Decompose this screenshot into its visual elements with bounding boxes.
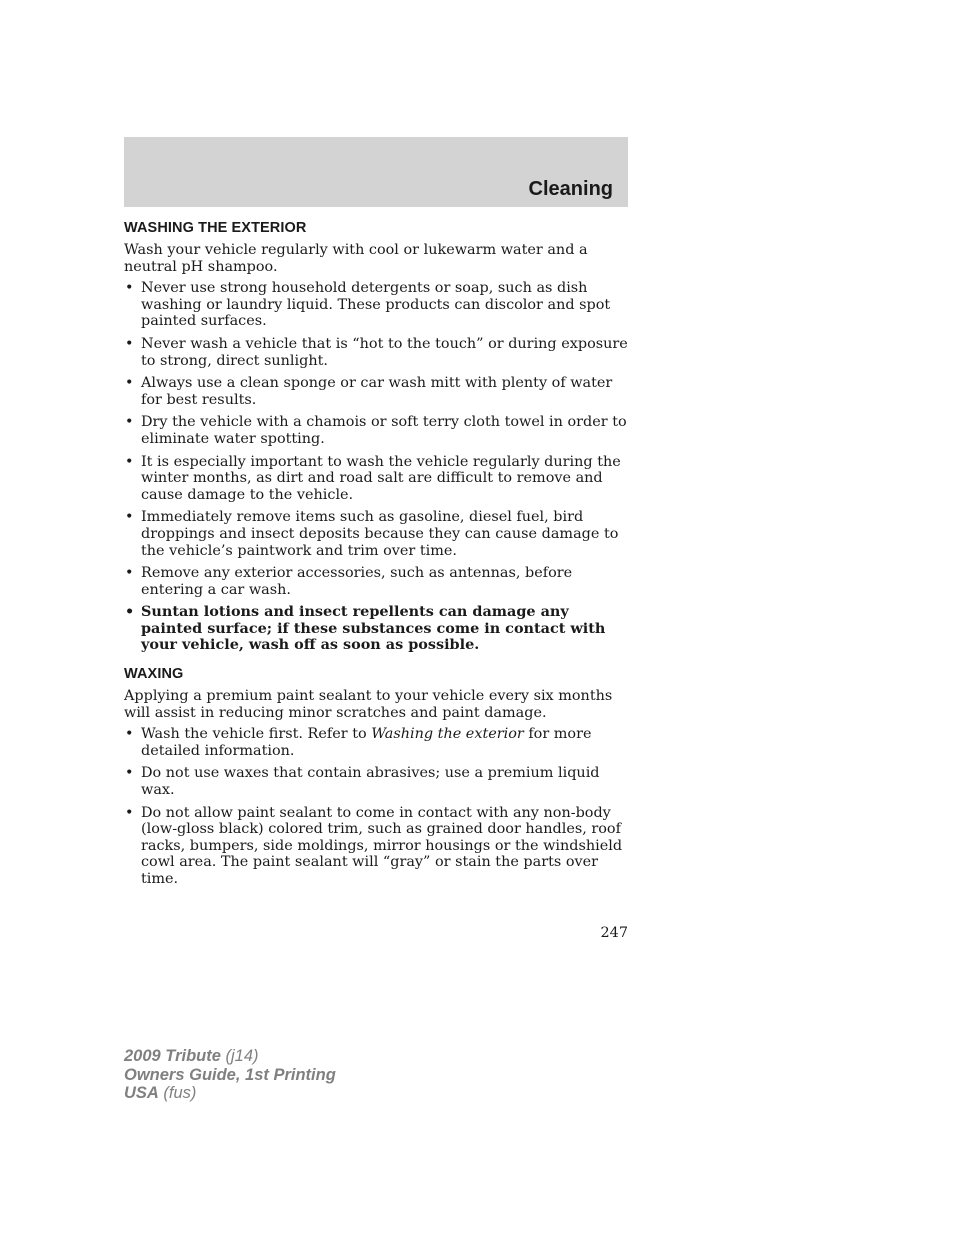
bullet-icon: • xyxy=(125,280,134,297)
bullet-icon: • xyxy=(125,765,134,782)
bullet-icon: • xyxy=(125,335,134,352)
section-title: Cleaning xyxy=(528,178,613,200)
washing-intro: Wash your vehicle regularly with cool or lukewarm water and a neutral pH shampoo. xyxy=(124,242,588,275)
list-item-text: It is especially important to wash the vehicle regularly during the winter months, as dirt and road salt are difficult to remove and cause damage to the vehicle. xyxy=(141,453,621,503)
waxing-bullet-list xyxy=(124,726,628,887)
footer-model: 2009 Tribute xyxy=(124,1047,221,1065)
list-item-text: Dry the vehicle with a chamois or soft terry cloth towel in order to eliminate water spotting. xyxy=(141,414,627,447)
list-item xyxy=(124,375,628,408)
bullet-icon: • xyxy=(125,414,134,431)
waxing-heading: WAXING xyxy=(124,666,184,683)
list-item-text: Always use a clean sponge or car wash mitt with plenty of water for best results. xyxy=(141,375,613,408)
bullet-icon: • xyxy=(125,726,134,743)
list-item-text: Never use strong household detergents or soap, such as dish washing or laundry liquid. These products can discolor and spot painted surfaces. xyxy=(141,280,611,330)
section-header-band xyxy=(124,137,628,207)
waxing-intro: Applying a premium paint sealant to your vehicle every six months will assist in reducing minor scratches and paint damage. xyxy=(124,688,613,721)
list-item-text-after: for more detailed information. xyxy=(141,726,592,759)
list-item-text: Remove any exterior accessories, such as antennas, before entering a car wash. xyxy=(141,565,573,598)
footer-market: USA xyxy=(124,1084,159,1102)
washing-bullet-list xyxy=(124,280,628,654)
document-footer xyxy=(124,1047,336,1103)
footer-edition: Owners Guide, 1st Printing xyxy=(124,1065,336,1084)
page-content xyxy=(124,220,628,894)
footer-line-edition xyxy=(124,1066,336,1085)
list-item-text: Immediately remove items such as gasoline, diesel fuel, bird droppings and insect deposits because they can cause damage to the vehicle’s paintwork and trim over time. xyxy=(141,509,619,559)
footer-line-model xyxy=(124,1047,336,1066)
list-item xyxy=(124,280,628,330)
list-item xyxy=(124,509,628,559)
bullet-icon: • xyxy=(125,603,135,621)
footer-market-code: (fus) xyxy=(158,1084,197,1102)
list-item xyxy=(124,765,628,798)
list-item xyxy=(124,454,628,504)
bullet-icon: • xyxy=(125,509,134,526)
list-item xyxy=(124,726,628,759)
warning-text: Suntan lotions and insect repellents can damage any painted surface; if these substances come in contact with your vehicle, wash off as soon as possible. xyxy=(141,603,606,654)
cross-reference-text: Washing the exterior xyxy=(371,726,524,743)
list-item-text-before: Wash the vehicle first. Refer to xyxy=(141,726,372,743)
list-item-text: Never wash a vehicle that is “hot to the touch” or during exposure to strong, direct sunlight. xyxy=(141,335,628,369)
warning-list-item xyxy=(124,604,628,654)
list-item xyxy=(124,565,628,598)
list-item-text: Do not allow paint sealant to come in contact with any non-body (low-gloss black) colored trim, such as grained door handles, roof racks, bumpers, side moldings, mirror housings or the windshield cowl area. The paint sealant will “gray” or stain the parts over time. xyxy=(141,804,623,887)
washing-heading: WASHING THE EXTERIOR xyxy=(124,220,307,236)
footer-model-code: (j14) xyxy=(220,1047,259,1065)
list-item-text: Do not use waxes that contain abrasives; use a premium liquid wax. xyxy=(141,765,600,799)
page-number: 247 xyxy=(600,925,628,941)
footer-line-market xyxy=(124,1084,336,1103)
bullet-icon: • xyxy=(125,804,134,821)
list-item xyxy=(124,414,628,447)
bullet-icon: • xyxy=(125,375,134,392)
list-item xyxy=(124,805,628,888)
list-item xyxy=(124,336,628,369)
bullet-icon: • xyxy=(125,565,134,582)
bullet-icon: • xyxy=(125,453,134,470)
